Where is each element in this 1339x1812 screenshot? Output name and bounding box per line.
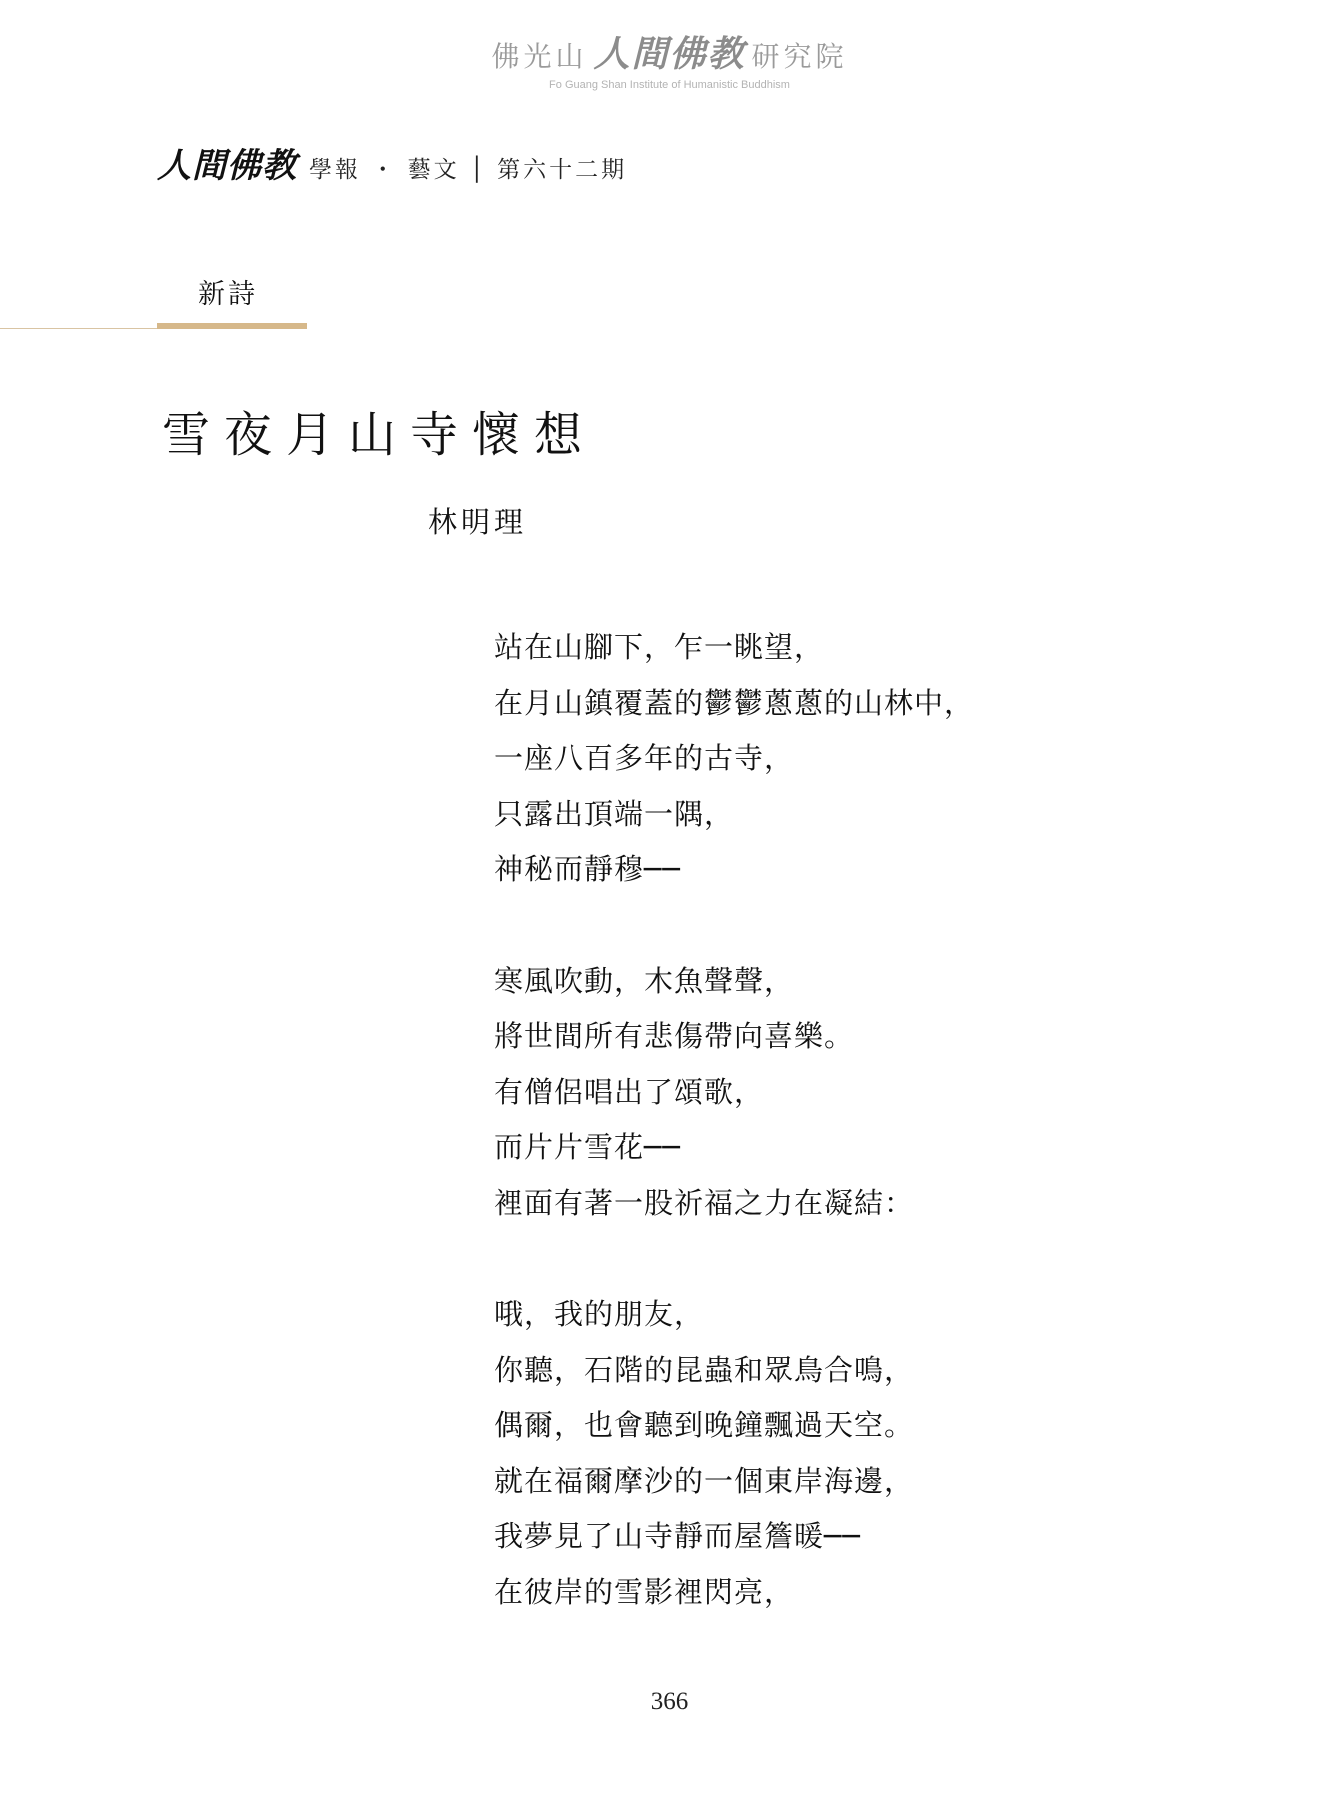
poem-title: 雪夜月山寺懷想: [162, 407, 597, 463]
journal-brand-logo: 人間佛教: [157, 146, 297, 186]
poem-author: 林明理: [428, 505, 528, 539]
page-number: 366: [650, 1688, 689, 1715]
poem-line: 將世間所有悲傷帶向喜樂。: [494, 1019, 855, 1053]
institute-masthead: [0, 26, 1339, 91]
poem-line: 有僧侶唱出了頌歌，: [494, 1074, 765, 1109]
institute-name: [0, 26, 1339, 77]
poem-line: 只露出頂端一隅，: [494, 796, 735, 831]
institute-name-suffix: 研究院: [751, 40, 848, 73]
section-underline-bar: [157, 323, 307, 329]
poem-line: 神秘而靜穆──: [494, 852, 681, 886]
section-divider-line: [0, 328, 160, 329]
poem-line: 你聽，石階的昆蟲和眾鳥合鳴，: [494, 1352, 915, 1387]
poem-line: 在彼岸的雪影裡閃亮，: [494, 1574, 795, 1609]
journal-issue-info: 學報 ・ 藝文 │ 第六十二期: [309, 157, 628, 183]
section-label: 新詩: [198, 279, 258, 310]
poem-line: 一座八百多年的古寺，: [494, 741, 795, 775]
poem-stanza-3: [494, 1287, 974, 1620]
poem-line: 偶爾，也會聽到晚鐘飄過天空。: [494, 1408, 915, 1442]
poem-line: 就在福爾摩沙的一個東岸海邊，: [494, 1463, 915, 1498]
poem-line: 寒風吹動，木魚聲聲，: [494, 963, 795, 998]
institute-english-name: Fo Guang Shan Institute of Humanistic Buddhism: [549, 79, 790, 91]
poem-line: 站在山腳下，乍一眺望，: [494, 630, 825, 664]
poem-line: 在月山鎮覆蓋的鬱鬱蔥蔥的山林中，: [494, 685, 975, 720]
poem-stanza-2: [494, 954, 974, 1232]
institute-brand-logo: 人間佛教: [593, 33, 746, 75]
poem-line: 我夢見了山寺靜而屋簷暖──: [494, 1519, 861, 1553]
poem-body: [494, 620, 974, 1676]
institute-name-prefix: 佛光山: [491, 40, 588, 73]
poem-line: 哦，我的朋友，: [494, 1297, 705, 1331]
poem-line: 裡面有著一股祈福之力在凝結：: [494, 1185, 915, 1220]
poem-line: 而片片雪花──: [494, 1130, 681, 1164]
poem-stanza-1: [494, 620, 974, 898]
journal-header: [157, 138, 627, 187]
